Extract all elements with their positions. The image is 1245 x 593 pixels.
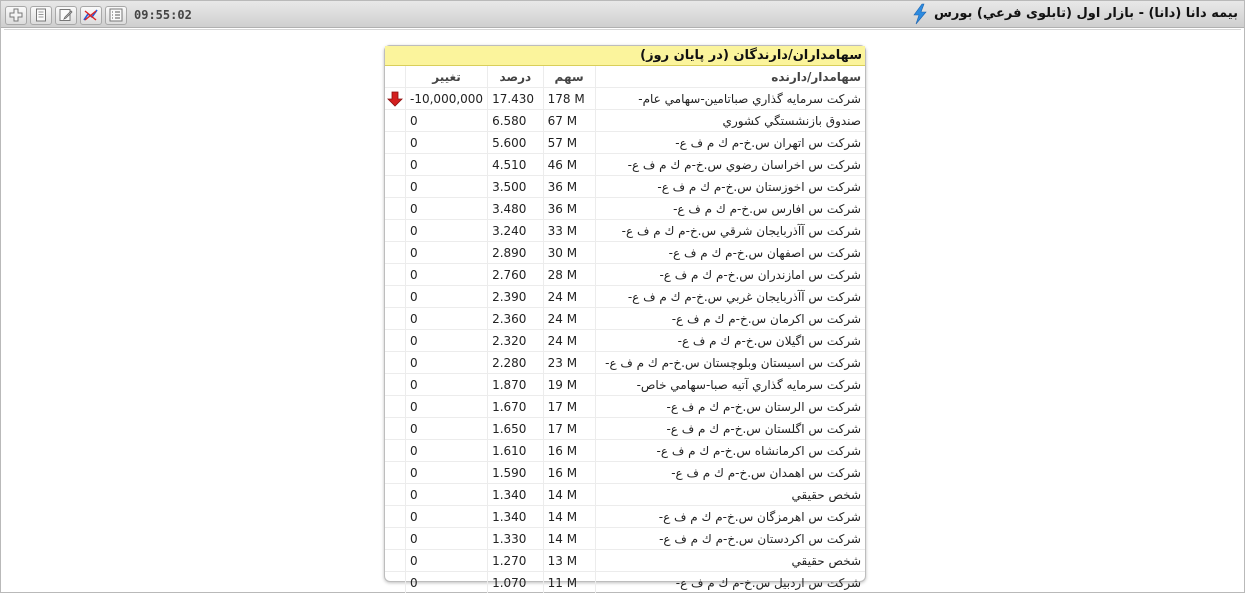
cell-shares: 36 M xyxy=(543,176,595,198)
cell-holder: شرکت س اسيستان وبلوچستان س.خ-م ك م ف ع- xyxy=(595,352,865,374)
title-bar xyxy=(1,1,1244,28)
cell-holder: شرکت س اخراسان رضوي س.خ-م ك م ف ع- xyxy=(595,154,865,176)
table-row[interactable] xyxy=(385,220,865,242)
cell-percent: 1.650 xyxy=(488,418,544,440)
cell-holder: شخص حقيقي xyxy=(595,550,865,572)
table-row[interactable] xyxy=(385,110,865,132)
cell-percent: 2.890 xyxy=(488,242,544,264)
cell-shares: 14 M xyxy=(543,484,595,506)
cell-icon xyxy=(385,418,406,440)
cell-icon xyxy=(385,220,406,242)
cell-shares: 17 M xyxy=(543,396,595,418)
cell-holder: شرکت س اكردستان س.خ-م ك م ف ع- xyxy=(595,528,865,550)
cell-percent: 17.430 xyxy=(488,88,544,110)
cell-percent: 1.870 xyxy=(488,374,544,396)
table-row[interactable] xyxy=(385,506,865,528)
table-row[interactable] xyxy=(385,440,865,462)
cell-holder: شرکت س الرستان س.خ-م ك م ف ع- xyxy=(595,396,865,418)
header-change: تغییر xyxy=(406,66,488,88)
cell-shares: 30 M xyxy=(543,242,595,264)
cell-holder: شرکت س آآذربايجان شرقي س.خ-م ك م ف ع- xyxy=(595,220,865,242)
cell-change: 0 xyxy=(406,220,488,242)
cell-percent: 1.070 xyxy=(488,572,544,593)
cell-percent: 2.280 xyxy=(488,352,544,374)
cell-icon xyxy=(385,198,406,220)
header-holder: سهامدار/دارنده xyxy=(771,69,861,84)
cell-holder: شرکت س اگلستان س.خ-م ك م ف ع- xyxy=(595,418,865,440)
cell-icon xyxy=(385,88,406,110)
cell-percent: 2.760 xyxy=(488,264,544,286)
cell-change: 0 xyxy=(406,440,488,462)
document-icon[interactable] xyxy=(30,6,52,25)
table-row[interactable] xyxy=(385,396,865,418)
cell-percent: 6.580 xyxy=(488,110,544,132)
toolbar xyxy=(5,5,192,25)
cell-icon xyxy=(385,242,406,264)
cell-icon xyxy=(385,110,406,132)
cell-icon xyxy=(385,550,406,572)
cell-holder: شرکت س اكرمان س.خ-م ك م ف ع- xyxy=(595,308,865,330)
cell-change: 0 xyxy=(406,352,488,374)
table-row[interactable] xyxy=(385,528,865,550)
table-row[interactable] xyxy=(385,176,865,198)
cell-shares: 24 M xyxy=(543,330,595,352)
cell-holder: شرکت س اهرمزگان س.خ-م ك م ف ع- xyxy=(595,506,865,528)
table-row[interactable] xyxy=(385,198,865,220)
header-percent: درصد xyxy=(488,66,544,88)
cell-percent: 3.480 xyxy=(488,198,544,220)
cell-holder: شرکت س اتهران س.خ-م ك م ف ع- xyxy=(595,132,865,154)
cell-icon xyxy=(385,506,406,528)
cell-percent: 3.500 xyxy=(488,176,544,198)
cell-icon xyxy=(385,440,406,462)
table-row[interactable] xyxy=(385,286,865,308)
cell-icon xyxy=(385,396,406,418)
cell-percent: 1.340 xyxy=(488,506,544,528)
cell-shares: 19 M xyxy=(543,374,595,396)
cell-shares: 46 M xyxy=(543,154,595,176)
cell-shares: 14 M xyxy=(543,506,595,528)
table-row[interactable] xyxy=(385,352,865,374)
cell-icon xyxy=(385,572,406,593)
cell-change: 0 xyxy=(406,308,488,330)
table-row[interactable] xyxy=(385,484,865,506)
table-row[interactable] xyxy=(385,132,865,154)
cell-shares: 16 M xyxy=(543,462,595,484)
cell-holder: شرکت س اهمدان س.خ-م ك م ف ع- xyxy=(595,462,865,484)
table-row[interactable] xyxy=(385,264,865,286)
cell-change: 0 xyxy=(406,330,488,352)
cell-holder: شرکت سرمايه گذاري صباتامين-سهامي عام- xyxy=(595,88,865,110)
cell-icon xyxy=(385,308,406,330)
panel-title: سهامداران/دارندگان (در پایان روز) xyxy=(385,46,865,66)
cell-icon xyxy=(385,176,406,198)
cell-icon xyxy=(385,286,406,308)
cell-change: 0 xyxy=(406,154,488,176)
edit-icon[interactable] xyxy=(55,6,77,25)
cell-icon xyxy=(385,462,406,484)
cell-icon xyxy=(385,484,406,506)
cell-icon xyxy=(385,374,406,396)
cell-icon xyxy=(385,330,406,352)
cell-shares: 11 M xyxy=(543,572,595,593)
cell-shares: 57 M xyxy=(543,132,595,154)
cell-percent: 4.510 xyxy=(488,154,544,176)
cell-icon xyxy=(385,528,406,550)
cell-holder: شرکت س اكرمانشاه س.خ-م ك م ف ع- xyxy=(595,440,865,462)
cell-change: 0 xyxy=(406,110,488,132)
cell-percent: 1.610 xyxy=(488,440,544,462)
cell-shares: 67 M xyxy=(543,110,595,132)
cell-icon xyxy=(385,264,406,286)
cell-holder: شرکت س افارس س.خ-م ك م ف ع- xyxy=(595,198,865,220)
cell-shares: 17 M xyxy=(543,418,595,440)
table-row[interactable] xyxy=(385,242,865,264)
lightning-icon xyxy=(911,3,929,25)
cell-change: 0 xyxy=(406,198,488,220)
cell-percent: 2.320 xyxy=(488,330,544,352)
cell-shares: 33 M xyxy=(543,220,595,242)
cell-percent: 5.600 xyxy=(488,132,544,154)
cell-shares: 24 M xyxy=(543,308,595,330)
cell-percent: 1.270 xyxy=(488,550,544,572)
cell-shares: 28 M xyxy=(543,264,595,286)
cell-percent: 2.390 xyxy=(488,286,544,308)
shareholders-panel xyxy=(384,45,866,590)
cell-percent: 1.670 xyxy=(488,396,544,418)
window-title: بیمه دانا (دانا) - بازار اول (تابلوی فرعي) بورس xyxy=(933,6,1238,21)
table-row[interactable] xyxy=(385,418,865,440)
table-row[interactable] xyxy=(385,308,865,330)
cell-shares: 36 M xyxy=(543,198,595,220)
table-row[interactable] xyxy=(385,330,865,352)
arrow-down-icon xyxy=(387,91,403,107)
cell-change: 0 xyxy=(406,550,488,572)
cell-percent: 1.340 xyxy=(488,484,544,506)
cell-holder: شخص حقيقي xyxy=(595,484,865,506)
cell-change: 0 xyxy=(406,176,488,198)
cell-shares: 13 M xyxy=(543,550,595,572)
cell-holder: صندوق بازنشستگي كشوري xyxy=(595,110,865,132)
table-row[interactable] xyxy=(385,88,865,110)
cell-change: 0 xyxy=(406,264,488,286)
table-row[interactable] xyxy=(385,462,865,484)
table-row[interactable] xyxy=(385,550,865,572)
cell-icon xyxy=(385,154,406,176)
cell-change: 0 xyxy=(406,286,488,308)
cell-shares: 16 M xyxy=(543,440,595,462)
shareholders-table xyxy=(385,66,865,593)
cell-icon xyxy=(385,132,406,154)
cell-holder: شرکت س آآذربايجان غربي س.خ-م ك م ف ع- xyxy=(595,286,865,308)
cell-change: 0 xyxy=(406,132,488,154)
table-row[interactable] xyxy=(385,154,865,176)
clock: 09:55:02 xyxy=(134,8,192,22)
cell-change: 0 xyxy=(406,242,488,264)
cell-shares: 23 M xyxy=(543,352,595,374)
cell-percent: 2.360 xyxy=(488,308,544,330)
table-row[interactable] xyxy=(385,572,865,593)
cell-change: 0 xyxy=(406,462,488,484)
cell-change: 0 xyxy=(406,506,488,528)
cell-change: -10,000,000 xyxy=(406,88,488,110)
header-shares: سهم xyxy=(543,66,595,88)
cell-shares: 24 M xyxy=(543,286,595,308)
cell-holder: شرکت س امازندران س.خ-م ك م ف ع- xyxy=(595,264,865,286)
cell-percent: 1.590 xyxy=(488,462,544,484)
cell-holder: شرکت س اردبيل س.خ-م ك م ف ع- xyxy=(595,572,865,593)
cell-percent: 1.330 xyxy=(488,528,544,550)
cell-change: 0 xyxy=(406,572,488,593)
chart-icon[interactable] xyxy=(80,6,102,25)
cell-holder: شرکت س اخوزستان س.خ-م ك م ف ع- xyxy=(595,176,865,198)
cell-change: 0 xyxy=(406,396,488,418)
cell-holder: شرکت س اگيلان س.خ-م ك م ف ع- xyxy=(595,330,865,352)
cell-change: 0 xyxy=(406,374,488,396)
cell-holder: شرکت سرمايه گذاري آتيه صبا-سهامي خاص- xyxy=(595,374,865,396)
cell-shares: 178 M xyxy=(543,88,595,110)
table-header-row xyxy=(385,66,865,88)
table-row[interactable] xyxy=(385,374,865,396)
cell-icon xyxy=(385,352,406,374)
cell-change: 0 xyxy=(406,484,488,506)
plus-icon[interactable] xyxy=(5,6,27,25)
cell-percent: 3.240 xyxy=(488,220,544,242)
header-icon xyxy=(385,66,406,88)
cell-shares: 14 M xyxy=(543,528,595,550)
cell-change: 0 xyxy=(406,528,488,550)
cell-change: 0 xyxy=(406,418,488,440)
cell-holder: شرکت س اصفهان س.خ-م ك م ف ع- xyxy=(595,242,865,264)
list-icon[interactable] xyxy=(105,6,127,25)
